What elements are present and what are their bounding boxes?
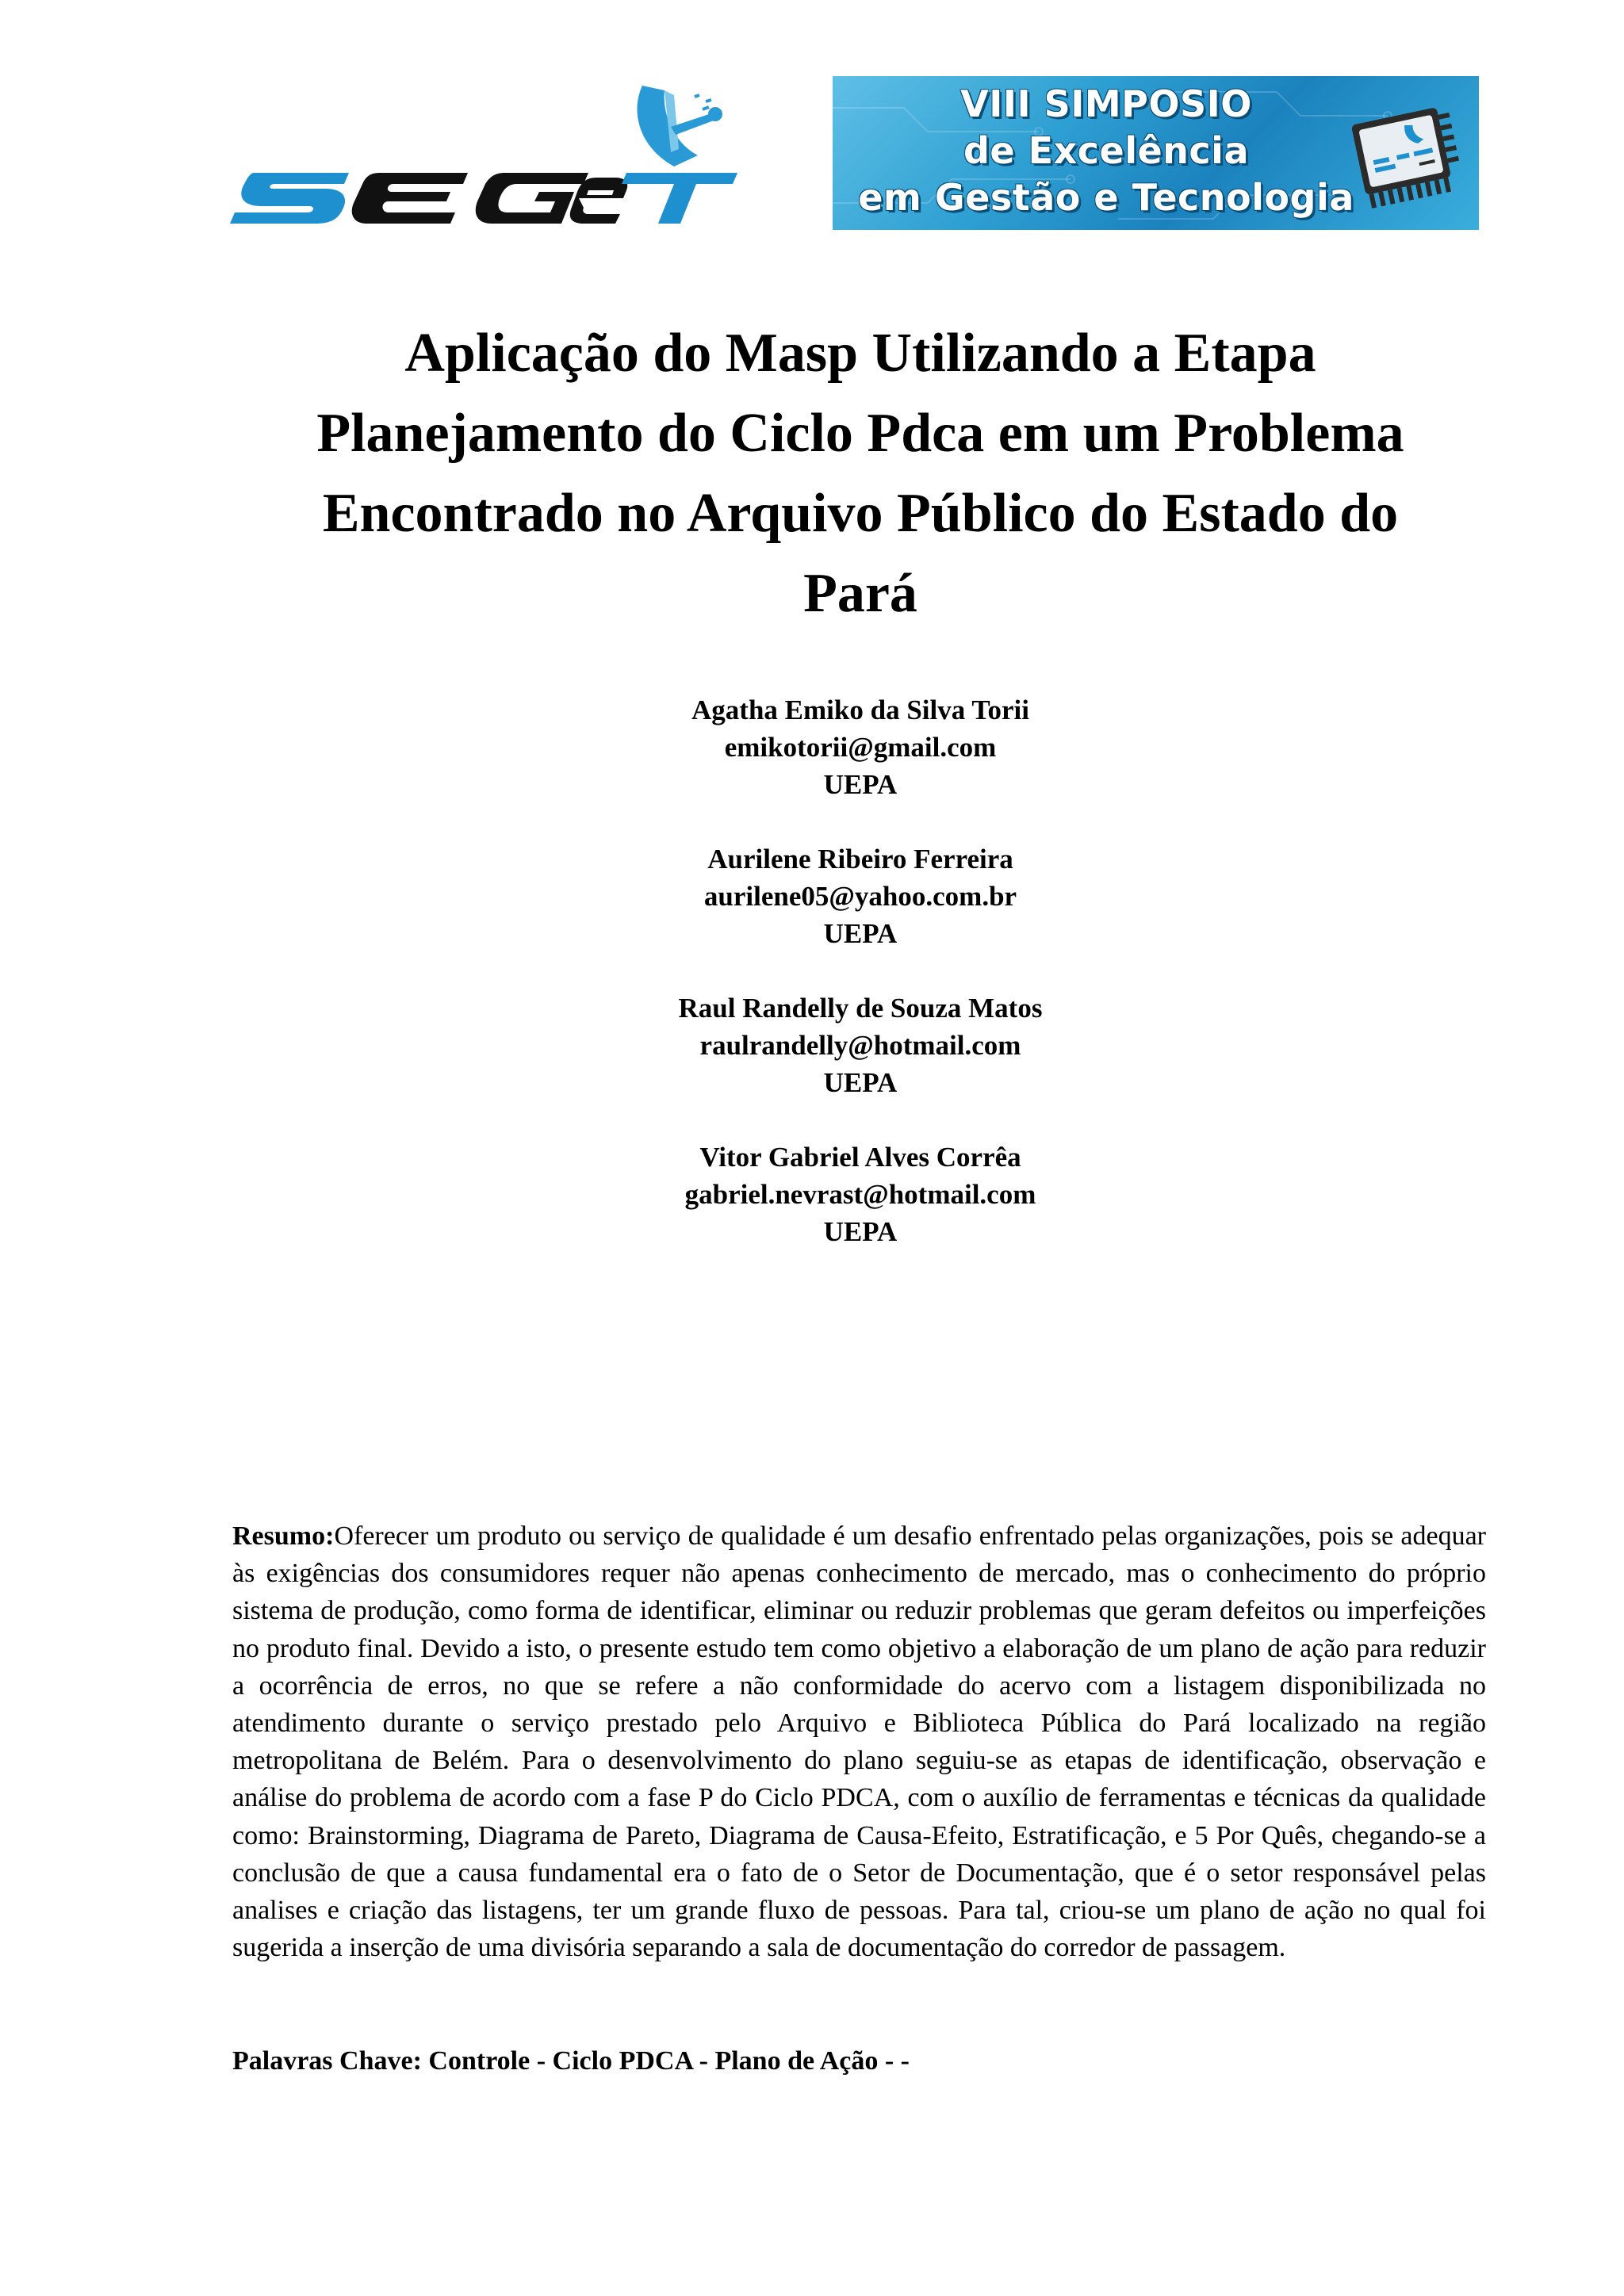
seget-logo: [230, 79, 737, 230]
author-block: [428, 840, 1293, 952]
author-email: gabriel.nevrast@hotmail.com: [684, 1179, 1036, 1210]
title-line-1: Aplicação do Masp Utilizando a Etapa: [404, 323, 1316, 384]
title-line-2: Planejamento do Ciclo Pdca em um Problema: [316, 403, 1404, 464]
banner-line-1: VIII SIMPOSIO: [960, 82, 1252, 125]
author-block: [428, 1138, 1293, 1250]
author-email: raulrandelly@hotmail.com: [699, 1030, 1021, 1061]
author-affiliation: UEPA: [823, 1067, 898, 1098]
title-line-4: Pará: [803, 563, 917, 624]
chip-logo: [1340, 92, 1459, 211]
author-name: Vitor Gabriel Alves Corrêa: [699, 1142, 1021, 1173]
author-email: aurilene05@yahoo.com.br: [703, 881, 1017, 912]
banner-line-3: em Gestão e Tecnologia: [858, 176, 1354, 219]
title-line-3: Encontrado no Arquivo Público do Estado do: [322, 483, 1399, 544]
author-name: Raul Randelly de Souza Matos: [678, 993, 1043, 1024]
abstract-label: Resumo:: [232, 1521, 335, 1551]
paper-title: [190, 313, 1530, 633]
keywords: Palavras Chave: Controle - Ciclo PDCA - Plano de Ação - -: [232, 2046, 910, 2076]
author-email: emikotorii@gmail.com: [724, 732, 997, 763]
banner-line-2: de Excelência: [963, 129, 1249, 172]
author-name: Agatha Emiko da Silva Torii: [691, 695, 1029, 725]
author-affiliation: UEPA: [823, 918, 898, 949]
author-block: [428, 691, 1293, 803]
author-block: [428, 989, 1293, 1101]
author-affiliation: UEPA: [823, 1216, 898, 1247]
author-affiliation: UEPA: [823, 769, 898, 800]
abstract: [232, 1517, 1486, 1966]
author-list: [428, 691, 1293, 1288]
author-name: Aurilene Ribeiro Ferreira: [707, 844, 1013, 874]
abstract-text: Oferecer um produto ou serviço de qualidade é um desafio enfrentado pelas organizações, pois se adequar às exigências dos consumidores requer não apenas conhecimento de mercado, mas o conhecimento do próprio sistema de produção, como forma de identificar, eliminar ou reduzir problemas que geram defeitos ou imperfeições no produto final. Devido a isto, o presente estudo tem como objetivo a elaboração de um plano de ação para reduzir a ocorrência de erros, no que se refere a não conformidade do acervo com a listagem disponibilizada no atendimento durante o serviço prestado pelo Arquivo e Biblioteca Pública do Pará localizado na região metropolitana de Belém. Para o desenvolvimento do plano seguiu-se as etapas de identificação, observação e análise do problema de acordo com a fase P do Ciclo PDCA, com o auxílio de ferramentas e técnicas da qualidade como: Brainstorming, Diagrama de Pareto, Diagrama de Causa-Efeito, Estratificação, e 5 Por Quês, chegando-se a conclusão de que a causa fundamental era o fato de o Setor de Documentação, que é o setor responsável pelas analises e criação das listagens, ter um grande fluxo de pessoas. Para tal, criou-se um plano de ação no qual foi sugerida a inserção de uma divisória separando a sala de documentação do corredor de passagem.: [232, 1521, 1486, 1963]
banner-title: [833, 81, 1380, 221]
